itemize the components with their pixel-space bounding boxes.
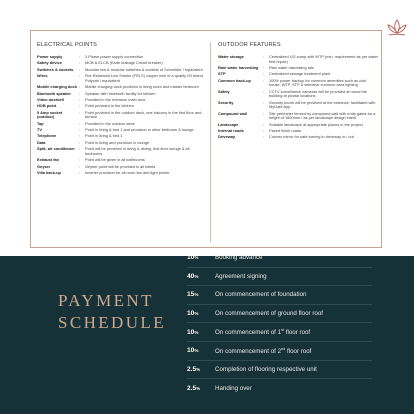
spec-colon: : [263,121,265,127]
spec-value: CCTV surveillance cameras will be provided at round the building at pivotal locations [269,88,367,99]
percentage-value: 10 [187,328,195,336]
spec-value: Paved finish roads [269,128,302,134]
payment-row [187,305,372,324]
percentage-value: 2.5 [187,365,197,373]
spec-row [218,55,378,64]
spec-label: Safety [218,88,230,94]
spec-value: Geyser point will be provided in all toilets [85,163,156,169]
spec-label: Geyser [37,163,51,169]
spec-value: Mobile charging dock provided in living room and master bedroom [85,84,199,90]
spec-value: Point will be provided in living & dining, first floor lounge & all bedrooms [85,146,190,156]
payment-schedule-list [187,249,372,398]
payment-row [187,342,372,361]
spec-value: Site perimeter fenced by compound wall with entry gates for a height of 1800mm / as per landscape design intent [269,110,376,121]
spec-row [218,79,378,88]
spec-label: Data [37,139,46,145]
spec-label: Villa back-up [37,170,61,176]
percentage-symbol: % [194,292,199,298]
spec-colon: : [263,77,265,83]
spec-label: Landscape [218,121,239,127]
payment-percentage [187,273,215,280]
spec-colon: : [79,163,81,169]
spec-colon: : [79,139,81,145]
spec-row [37,74,205,83]
spec-row [37,61,205,66]
spec-colon: : [79,96,81,102]
stage-ordinal-suffix: st [281,328,284,333]
electrical-points-list [37,55,205,176]
spec-row [37,55,205,60]
spec-label: Power supply [37,54,63,59]
stage-text-suffix: floor roof [285,347,312,355]
spec-row [37,158,205,163]
spec-value: Point provided in the outdoor deck, one balcony in the first floor and terrace [85,109,202,120]
spec-value: Provided in the outdoor deck [85,120,135,126]
spec-row [37,165,205,170]
spec-row [37,134,205,139]
spec-label: Driveway [218,134,236,140]
spec-colon: : [263,64,265,70]
payment-row [187,361,372,380]
spec-label: Mobile charging dock [37,84,77,90]
spec-value: Rain water harvesting site [269,64,314,70]
payment-stage [215,310,323,317]
spec-colon: : [79,103,81,109]
spec-value: Modular low & modular switches & sockets of Schneider / equivalent [85,66,203,72]
spec-label: 5 Amp socket (outdoor) [37,109,63,120]
percentage-symbol: % [194,273,199,279]
spec-colon: : [263,110,265,116]
spec-row [37,111,205,120]
spec-colon: : [263,71,265,77]
spec-row [218,112,378,121]
payment-row [187,268,372,287]
spec-row [218,123,378,128]
spec-row [218,66,378,71]
spec-colon: : [263,88,265,94]
percentage-symbol: % [194,311,199,317]
stage-text: Booking advance [215,254,263,262]
payment-title-line2: SCHEDULE [58,313,166,332]
payment-stage [215,328,310,336]
spec-label: Telephone [37,133,57,139]
stage-text: Completion of flooring respective unit [215,365,317,373]
payment-schedule-title [58,290,178,334]
spec-row [37,68,205,73]
percentage-symbol: % [196,385,201,391]
payment-percentage [187,385,215,392]
spec-label: TV [37,127,42,133]
spec-colon: : [263,128,265,134]
percentage-symbol: % [196,366,201,372]
percentage-value: 10 [187,310,195,318]
spec-row [37,98,205,103]
payment-percentage [187,254,215,261]
spec-value: Point in living & bed 1 [85,133,123,139]
payment-percentage [187,347,215,354]
outdoor-features-list [218,55,378,140]
spec-row [218,135,378,140]
spec-colon: : [263,54,265,59]
percentage-value: 2.5 [187,384,197,392]
spec-colon: : [79,133,81,139]
payment-percentage [187,291,215,298]
spec-colon: : [79,54,81,59]
percentage-value: 10 [187,254,195,262]
spec-value: Centralized UG sump with WTP (min. requirement as per water test report) [269,54,378,64]
spec-row [218,101,378,110]
spec-row [37,122,205,127]
payment-row [187,249,372,268]
stage-text: On commencement of 2 [215,347,282,355]
spec-colon: : [79,84,81,90]
spec-value: Security booth will be provided at the entrance, facilitated with MyGate App [269,99,376,110]
spec-label: Security [218,99,234,105]
spec-label: Rain water harvesting [218,64,259,70]
electrical-points-column [37,33,205,177]
stage-text: On commencement of 1 [215,329,282,337]
percentage-symbol: % [194,329,199,335]
spec-colon: : [79,66,81,72]
payment-stage [215,291,307,298]
spec-label: Tap [37,120,44,126]
stage-text-suffix: floor roof [284,329,311,337]
spec-value: Provided in the entrance main door [85,96,146,102]
spec-value: Point will be given in all bathrooms [85,157,145,163]
spec-colon: : [79,60,81,66]
spec-label: Common back-up [218,77,251,83]
spec-value: Point in living & bed 1 and provision in other bedroom & lounge [85,127,194,133]
payment-percentage [187,310,215,317]
payment-title-line1: PAYMENT [58,291,154,310]
spec-colon: : [263,99,265,105]
spec-label: Internal roads [218,128,244,134]
spec-label: Wires [37,73,48,79]
spec-colon: : [79,157,81,163]
spec-row [218,129,378,134]
spec-label: Safety device [37,60,62,66]
spec-label: Switches & sockets [37,66,74,72]
payment-stage [215,366,317,373]
spec-label: Split- air conditioner [37,146,75,152]
percentage-value: 10 [187,347,195,355]
payment-stage [215,347,311,355]
stage-ordinal-suffix: nd [281,346,286,351]
percentage-symbol: % [194,348,199,354]
stage-text: On commencement of ground floor roof [215,310,323,318]
spec-row [37,147,205,156]
spec-value: Point provided in the kitchen [85,103,134,109]
spec-value: 100% power backup for common amenities such as club house, WTP, STP & selective common area lighting [269,77,367,88]
payment-row [187,323,372,342]
column-divider [210,42,211,242]
spec-value: 3 Phase power supply connection [85,54,144,59]
spec-label: Bluetooth speaker [37,90,71,96]
stage-text: On commencement of foundation [215,291,307,299]
spec-label: Video doorbell [37,96,64,102]
spec-row [218,72,378,77]
outdoor-features-heading: OUTDOOR FEATURES [218,42,284,48]
spec-row [37,141,205,146]
spec-value: Fire Retardant Low Smoke (FRLS) copper wire of a quality ISI brand Polycab / equivalent [85,73,203,83]
payment-row [187,379,372,398]
spec-row [37,104,205,109]
spec-label: Water storage [218,54,244,59]
percentage-symbol: % [194,255,199,261]
spec-value: Point in living and provision in lounge [85,139,150,145]
spec-value: MCB & ELCB (Earth leakage Circuit breaker) [85,60,163,66]
spec-label: Compound wall [218,110,247,116]
payment-stage [215,273,267,280]
spec-row [37,171,205,176]
spec-value: Centralized sewage treatment plant [269,71,331,77]
spec-colon: : [79,90,81,96]
stage-text: Agreement signing [215,272,267,280]
spec-colon: : [79,73,81,79]
spec-colon: : [79,109,81,115]
stage-text: Handing over [215,384,252,392]
spec-row [37,128,205,133]
percentage-value: 40 [187,272,195,280]
spec-label: Exhaust fan [37,157,60,163]
spec-value: Inverter provision for all room fan and light points [85,170,170,176]
lotus-icon [385,18,409,38]
percentage-value: 15 [187,291,195,299]
payment-stage [215,385,252,392]
spec-row [218,90,378,99]
spec-colon: : [79,170,81,176]
outdoor-features-column [218,33,378,142]
payment-stage [215,254,262,261]
payment-percentage [187,329,215,336]
spec-row [37,85,205,90]
spec-label: STP [218,71,226,77]
spec-value: Suitable landscape at appropriate places in the project [269,121,363,127]
spec-colon: : [79,120,81,126]
electrical-points-heading: ELECTRICAL POINTS [37,42,100,48]
spec-value: Convex mirror for safe turning in driveway in / out [269,134,354,140]
spec-label: HOB point [37,103,57,109]
spec-colon: : [79,127,81,133]
spec-colon: : [79,146,81,152]
spec-colon: : [263,134,265,140]
spec-row [37,92,205,97]
spec-value: Speaker with bluetooth facility for kitchen [85,90,156,96]
payment-percentage [187,366,215,373]
payment-row [187,286,372,305]
